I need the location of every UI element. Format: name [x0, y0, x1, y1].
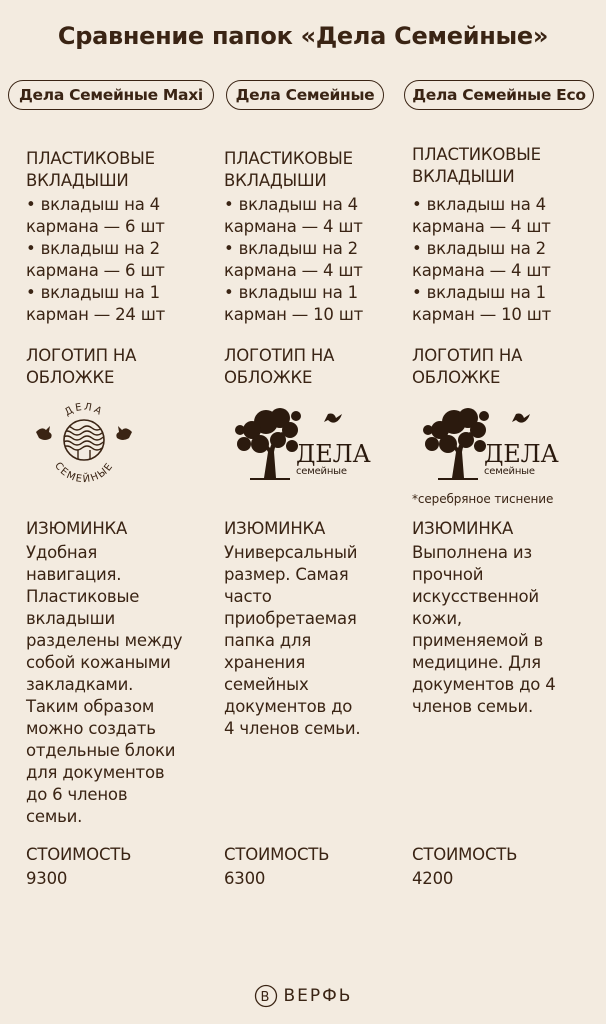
highlight-line: навигация. — [26, 565, 122, 584]
highlight-line: приобретаемая — [224, 609, 357, 628]
highlight-line: можно создать — [26, 719, 156, 738]
highlight-line: семейных — [224, 675, 309, 694]
logo-sub: семейные — [484, 466, 535, 477]
highlight-line: собой кожаными — [26, 653, 171, 672]
highlight-line: Удобная — [26, 543, 98, 562]
highlight-heading: ИЗЮМИНКА — [224, 519, 326, 538]
highlight-line: вкладыши — [26, 609, 116, 628]
inserts-line: • вкладыш на 1 — [26, 283, 160, 302]
inserts-list — [26, 194, 216, 326]
logo-heading-line: ОБЛОЖКЕ — [26, 368, 115, 387]
logo-word: ДЕЛА — [296, 440, 371, 468]
highlight-line: отдельные блоки — [26, 741, 176, 760]
inserts-line: • вкладыш на 2 — [412, 239, 546, 258]
price-heading: СТОИМОСТЬ — [224, 845, 330, 864]
price-value: 9300 — [26, 869, 68, 888]
price-heading: СТОИМОСТЬ — [412, 845, 518, 864]
inserts-line: кармана — 6 шт — [26, 217, 165, 236]
logo-note: *серебряное тиснение — [412, 492, 554, 506]
highlight-line: семьи. — [26, 807, 83, 826]
highlight-line: искусственной — [412, 587, 539, 606]
inserts-heading — [224, 148, 414, 192]
inserts-heading-line: ПЛАСТИКОВЫЕ — [224, 149, 353, 168]
inserts-list — [412, 194, 602, 326]
inserts-line: карман — 24 шт — [26, 305, 166, 324]
inserts-line: • вкладыш на 1 — [412, 283, 546, 302]
highlight-line: размер. Самая — [224, 565, 349, 584]
highlight-line: часто — [224, 587, 272, 606]
highlight-line: Таким образом — [26, 697, 155, 716]
logo-text-top: ДЕЛА — [62, 401, 106, 419]
highlight-line: 4 членов семьи. — [224, 719, 361, 738]
logo-heading — [26, 345, 216, 389]
highlight-line: документов до — [224, 697, 353, 716]
inserts-list — [224, 194, 414, 326]
tree-logo-icon — [418, 400, 559, 482]
footer-brand — [0, 984, 606, 1008]
highlight-text — [412, 542, 602, 718]
inserts-heading — [26, 148, 216, 192]
inserts-line: • вкладыш на 4 — [26, 195, 160, 214]
inserts-heading — [412, 144, 602, 188]
column-name-eco: Дела Семейные Eco — [404, 80, 594, 110]
highlight-text — [26, 542, 216, 828]
highlight-line: для документов — [26, 763, 165, 782]
highlight-line: до 6 членов — [26, 785, 128, 804]
column-name-maxi: Дела Семейные Maxi — [8, 80, 214, 110]
inserts-line: карман — 10 шт — [412, 305, 552, 324]
highlight-text — [224, 542, 414, 740]
highlight-line: разделены между — [26, 631, 183, 650]
logo-sub: семейные — [296, 466, 347, 477]
inserts-line: • вкладыш на 2 — [26, 239, 160, 258]
logo-heading-line: ЛОГОТИП НА — [224, 346, 335, 365]
highlight-line: Выполнена из — [412, 543, 532, 562]
inserts-heading-line: ПЛАСТИКОВЫЕ — [412, 145, 541, 164]
svg-text:В: В — [260, 990, 271, 1005]
highlight-line: кожи, — [412, 609, 462, 628]
logo-heading — [224, 345, 414, 389]
inserts-heading-line: ВКЛАДЫШИ — [26, 171, 129, 190]
brand-name: ВЕРФЬ — [283, 986, 353, 1006]
inserts-line: • вкладыш на 2 — [224, 239, 358, 258]
logo-heading-line: ЛОГОТИП НА — [412, 346, 523, 365]
price-value: 6300 — [224, 869, 266, 888]
logo-heading-line: ОБЛОЖКЕ — [412, 368, 501, 387]
inserts-line: кармана — 4 шт — [224, 217, 363, 236]
logo-text-bottom: СЕМЕЙНЫЕ — [52, 460, 116, 484]
highlight-line: хранения — [224, 653, 306, 672]
highlight-line: применяемой в — [412, 631, 544, 650]
highlight-line: Универсальный — [224, 543, 358, 562]
inserts-line: • вкладыш на 1 — [224, 283, 358, 302]
highlight-line: Пластиковые — [26, 587, 140, 606]
logo-heading — [412, 345, 602, 389]
inserts-line: кармана — 4 шт — [412, 217, 551, 236]
highlight-line: документов до 4 — [412, 675, 556, 694]
highlight-line: медицине. Для — [412, 653, 541, 672]
round-logo-icon — [32, 398, 136, 484]
inserts-line: • вкладыш на 4 — [412, 195, 546, 214]
page-title: Сравнение папок «Дела Семейные» — [57, 22, 549, 50]
highlight-heading: ИЗЮМИНКА — [412, 519, 514, 538]
logo-word: ДЕЛА — [484, 440, 559, 468]
inserts-line: карман — 10 шт — [224, 305, 364, 324]
inserts-heading-line: ВКЛАДЫШИ — [412, 167, 515, 186]
verf-logo-icon — [254, 984, 278, 1008]
inserts-heading-line: ПЛАСТИКОВЫЕ — [26, 149, 155, 168]
inserts-line: • вкладыш на 4 — [224, 195, 358, 214]
inserts-heading-line: ВКЛАДЫШИ — [224, 171, 327, 190]
highlight-line: закладками. — [26, 675, 134, 694]
inserts-line: кармана — 4 шт — [224, 261, 363, 280]
highlight-line: прочной — [412, 565, 484, 584]
price-value: 4200 — [412, 869, 454, 888]
logo-heading-line: ОБЛОЖКЕ — [224, 368, 313, 387]
highlight-line: папка для — [224, 631, 312, 650]
tree-logo-icon — [230, 400, 371, 482]
highlight-line: членов семьи. — [412, 697, 534, 716]
inserts-line: кармана — 6 шт — [26, 261, 165, 280]
column-name-standard: Дела Семейные — [226, 80, 384, 110]
price-heading: СТОИМОСТЬ — [26, 845, 132, 864]
logo-heading-line: ЛОГОТИП НА — [26, 346, 137, 365]
inserts-line: кармана — 4 шт — [412, 261, 551, 280]
highlight-heading: ИЗЮМИНКА — [26, 519, 128, 538]
